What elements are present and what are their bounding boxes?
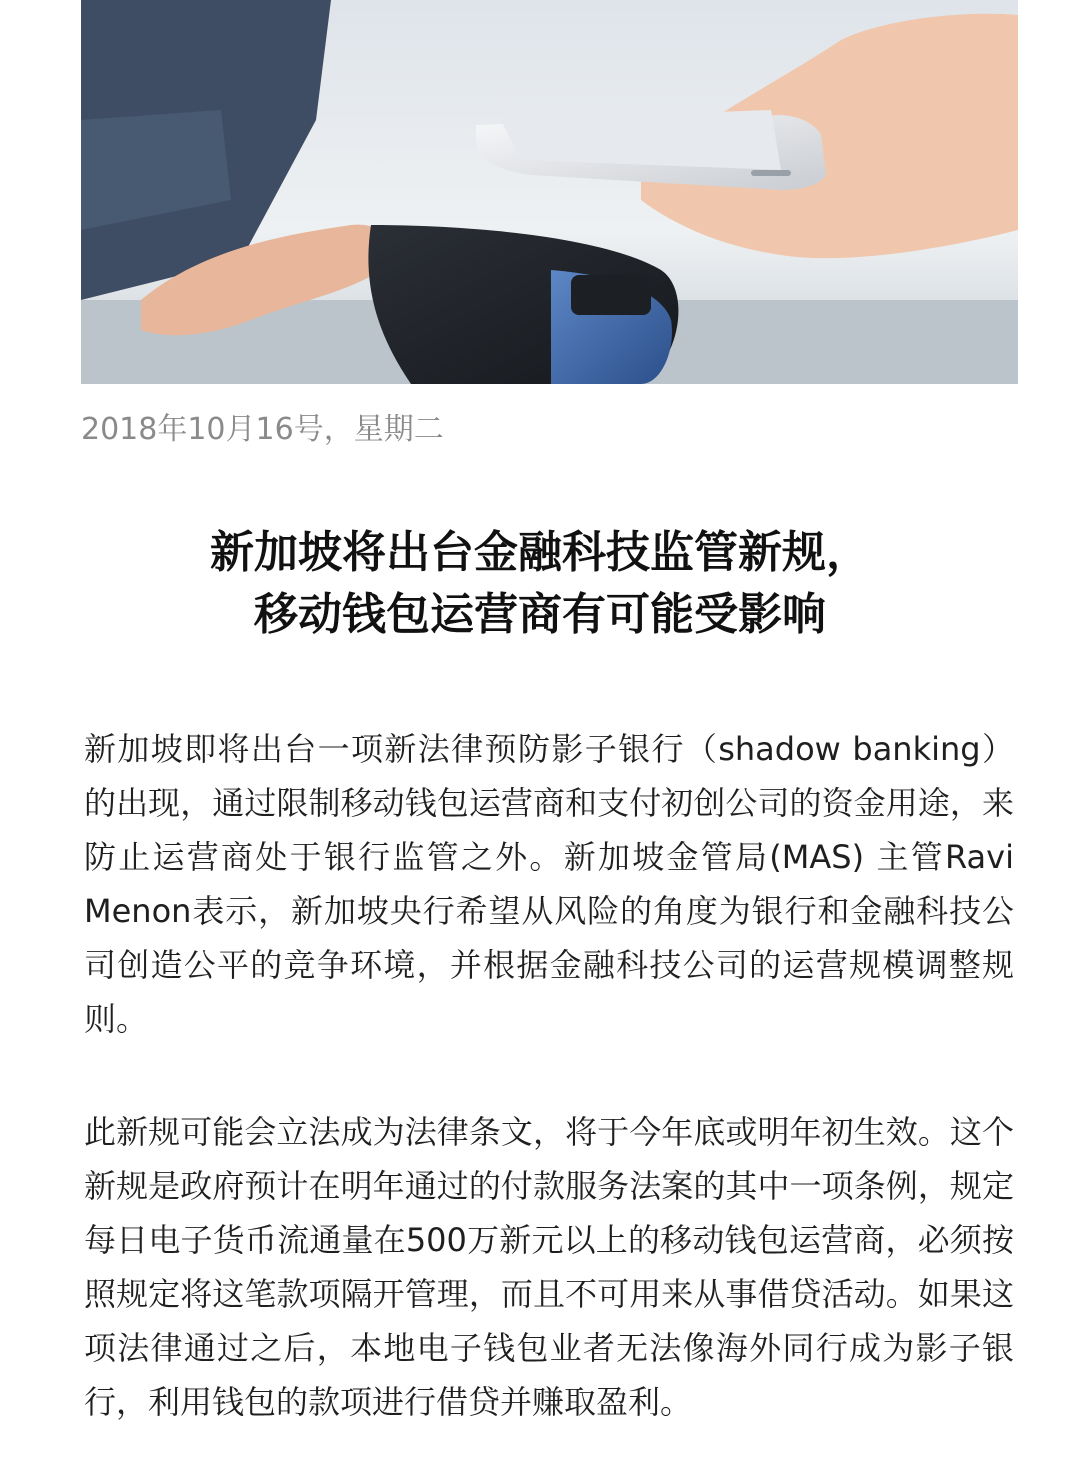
article-paragraph: 新加坡即将出台一项新法律预防影子银行（shadow banking）的出现，通过限制移动钱包运营商和支付初创公司的资金用途，来防止运营商处于银行监管之外。新加坡金管局(MAS) 主管Ravi Menon表示，新加坡央行希望从风险的角度为银行和金融科技公司创造公平的竞争环境，并根据金融科技公司的运营规模调整规则。	[84, 730, 1014, 1038]
publish-date: 2018年10月16号，星期二	[81, 412, 444, 447]
article-paragraph: 此新规可能会立法成为法律条文，将于今年底或明年初生效。这个新规是政府预计在明年通过的付款服务法案的其中一项条例，规定每日电子货币流通量在500万新元以上的移动钱包运营商，必须按照规定将这笔款项隔开管理，而且不可用来从事借贷活动。如果这项法律通过之后，本地电子钱包业者无法像海外同行成为影子银行，利用钱包的款项进行借贷并赚取盈利。	[84, 1113, 1014, 1421]
article-title-line-1: 新加坡将出台金融科技监管新规，	[210, 527, 870, 578]
article-title-line-2: 移动钱包运营商有可能受影响	[254, 589, 826, 640]
article-title	[81, 522, 999, 646]
mobile-payment-photo-icon	[81, 0, 1018, 384]
hero-image	[81, 0, 1018, 384]
